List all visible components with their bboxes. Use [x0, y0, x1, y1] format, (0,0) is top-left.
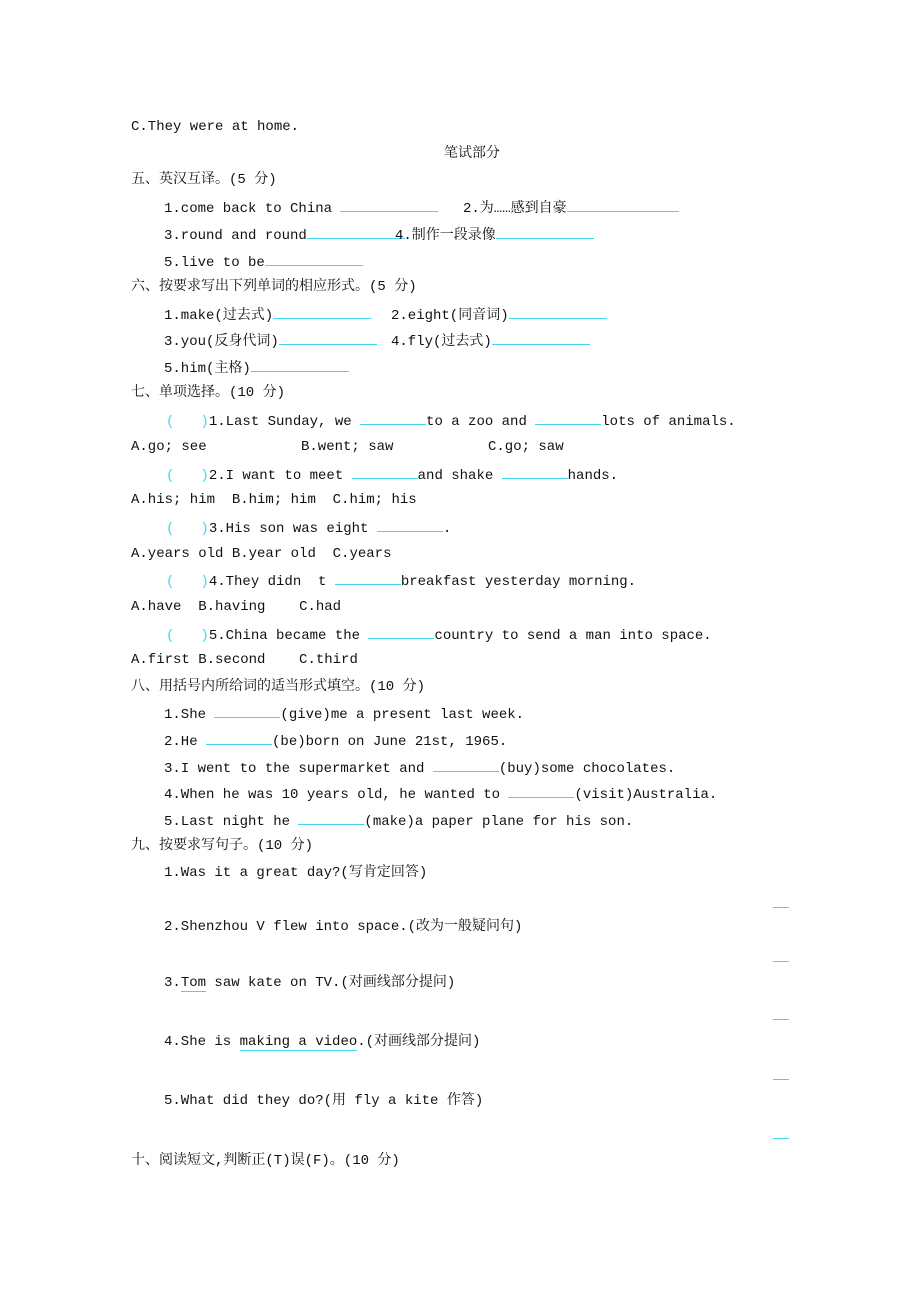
s5-item-3: [164, 224, 405, 244]
rewrite-question-3: [164, 973, 455, 993]
mc-options-3: [131, 544, 391, 564]
question-text: 4.They didn t: [208, 574, 335, 590]
answer-paren-open[interactable]: (: [166, 628, 175, 644]
answer-blank[interactable]: [251, 357, 349, 372]
answer-paren-open[interactable]: (: [166, 574, 175, 590]
s6-item-2: [391, 304, 607, 324]
answer-paren-close[interactable]: ): [200, 574, 209, 590]
s6-item-3: [164, 330, 377, 350]
option-c: C.had: [299, 599, 342, 615]
underlined-part: making a video: [239, 1034, 358, 1050]
answer-blank[interactable]: [307, 224, 405, 239]
question-text: .(对画线部分提问): [357, 1034, 481, 1050]
question-text: 5.China became the: [208, 628, 369, 644]
answer-blank[interactable]: [509, 304, 607, 319]
option-a: A.first: [131, 652, 190, 668]
question-text: 5.Last night he: [164, 814, 299, 830]
question-text: (make)a paper plane for his son.: [364, 814, 634, 830]
option-b: B.second: [198, 652, 266, 668]
option-c: C.him; his: [332, 492, 417, 508]
question-text: country to send a man into space.: [434, 628, 712, 644]
answer-paren-close[interactable]: ): [200, 521, 209, 537]
option-a: A.years old: [131, 546, 224, 562]
mc-question-4: [166, 570, 636, 590]
question-text: 4.She is: [164, 1034, 240, 1050]
option-b: B.year old: [231, 546, 316, 562]
option-c: C.years: [332, 546, 392, 562]
s6-item-1: [164, 304, 371, 324]
question-text: 3.I went to the supermarket and: [164, 761, 433, 777]
option-a: A.go; see: [131, 439, 207, 455]
question-text: 4.When he was 10 years old, he wanted to: [164, 787, 509, 803]
answer-blank[interactable]: [279, 330, 377, 345]
option-b: B.having: [198, 599, 266, 615]
option-a: A.his; him: [131, 492, 216, 508]
answer-blank[interactable]: [433, 757, 499, 772]
section-5-title: 五、英汉互译。(5 分): [131, 172, 277, 188]
question-text: to a zoo and: [426, 414, 536, 430]
s6-prompt: 1.make(过去式): [164, 308, 274, 324]
option-b: B.him; him: [231, 492, 316, 508]
question-text: 3.: [164, 975, 181, 991]
answer-blank[interactable]: [335, 570, 401, 585]
mc-options-2: [131, 490, 417, 510]
mc-question-2: [166, 464, 618, 484]
answer-line[interactable]: [773, 1079, 789, 1080]
s5-prompt: 1.come back to China: [164, 201, 341, 217]
s6-prompt: 4.fly(过去式): [391, 334, 492, 350]
section-6-title: 六、按要求写出下列单词的相应形式。(5 分): [131, 279, 417, 295]
rewrite-question-1: 1.Was it a great day?(写肯定回答): [164, 865, 428, 881]
option-c: C.third: [299, 652, 358, 668]
option-b: B.went; saw: [301, 439, 394, 455]
s6-item-5: [164, 357, 349, 377]
s5-item-2: [463, 197, 679, 217]
s5-item-5: [164, 251, 363, 271]
answer-paren-open[interactable]: (: [166, 468, 175, 484]
mc-question-3: [166, 517, 451, 537]
answer-line[interactable]: [773, 907, 789, 908]
s6-item-4: [391, 330, 590, 350]
fill-item-4: [164, 783, 717, 803]
answer-blank[interactable]: [567, 197, 679, 212]
question-text: (be)born on June 21st, 1965.: [272, 734, 508, 750]
option-c: C.go; saw: [488, 439, 564, 455]
section-8-title: 八、用括号内所给词的适当形式填空。(10 分): [131, 679, 426, 695]
s6-prompt: 3.you(反身代词): [164, 334, 279, 350]
fill-item-5: [164, 810, 633, 830]
s5-prompt: 3.round and round: [164, 228, 307, 244]
mc-question-5: [166, 624, 712, 644]
answer-blank[interactable]: [492, 330, 590, 345]
section-title: 笔试部分: [444, 146, 500, 162]
mc-options-1: [131, 437, 564, 457]
answer-line[interactable]: [773, 1138, 789, 1139]
question-text: (buy)some chocolates.: [498, 761, 676, 777]
rewrite-question-2: 2.Shenzhou V flew into space.(改为一般疑问句): [164, 919, 523, 935]
question-text: (give)me a present last week.: [280, 707, 525, 723]
question-text: saw kate on TV.(对画线部分提问): [206, 975, 456, 991]
answer-paren-close[interactable]: ): [200, 468, 209, 484]
mc-options-5: [131, 650, 358, 670]
answer-paren-open[interactable]: (: [166, 521, 175, 537]
previous-option: C.They were at home.: [131, 119, 300, 135]
answer-paren-close[interactable]: ): [200, 628, 209, 644]
answer-blank[interactable]: [377, 517, 443, 532]
question-text: (visit)Australia.: [574, 787, 718, 803]
answer-blank[interactable]: [352, 464, 418, 479]
question-text: 2.I want to meet: [208, 468, 352, 484]
question-text: and shake: [417, 468, 502, 484]
answer-blank[interactable]: [496, 224, 594, 239]
fill-item-3: [164, 757, 675, 777]
answer-blank[interactable]: [273, 304, 371, 319]
question-text: 1.She: [164, 707, 215, 723]
answer-line[interactable]: [773, 961, 789, 962]
answer-blank[interactable]: [502, 464, 568, 479]
s5-prompt: 2.为……感到自豪: [463, 201, 567, 217]
underlined-part: Tom: [180, 975, 207, 991]
answer-blank[interactable]: [340, 197, 438, 212]
s6-prompt: 5.him(主格): [164, 361, 251, 377]
option-a: A.have: [131, 599, 182, 615]
question-text: 3.His son was eight: [208, 521, 377, 537]
question-text: breakfast yesterday morning.: [400, 574, 637, 590]
question-text: 1.Last Sunday, we: [208, 414, 361, 430]
fill-item-1: [164, 703, 524, 723]
mc-question-1: [166, 410, 736, 430]
s5-item-1: [164, 197, 438, 217]
s5-prompt: 5.live to be: [164, 255, 265, 271]
answer-blank[interactable]: [298, 810, 364, 825]
answer-paren-open[interactable]: (: [166, 414, 175, 430]
answer-blank[interactable]: [368, 624, 434, 639]
mc-options-4: [131, 597, 341, 617]
question-text: .: [442, 521, 452, 537]
answer-blank[interactable]: [535, 410, 601, 425]
answer-blank[interactable]: [265, 251, 363, 266]
rewrite-question-4: [164, 1032, 480, 1052]
s5-prompt: 4.制作一段录像: [395, 228, 496, 244]
s6-prompt: 2.eight(同音词): [391, 308, 509, 324]
s5-item-4: [395, 224, 594, 244]
answer-paren-close[interactable]: ): [200, 414, 209, 430]
answer-blank[interactable]: [360, 410, 426, 425]
question-text: lots of animals.: [601, 414, 736, 430]
rewrite-question-5: 5.What did they do?(用 fly a kite 作答): [164, 1093, 484, 1109]
answer-blank[interactable]: [508, 783, 574, 798]
question-text: 2.He: [164, 734, 207, 750]
answer-blank[interactable]: [214, 703, 280, 718]
section-9-title: 九、按要求写句子。(10 分): [131, 838, 314, 854]
question-text: hands.: [567, 468, 619, 484]
answer-line[interactable]: [773, 1019, 789, 1020]
section-10-title: 十、阅读短文,判断正(T)误(F)。(10 分): [131, 1153, 400, 1169]
section-7-title: 七、单项选择。(10 分): [131, 385, 286, 401]
answer-blank[interactable]: [206, 730, 272, 745]
fill-item-2: [164, 730, 507, 750]
